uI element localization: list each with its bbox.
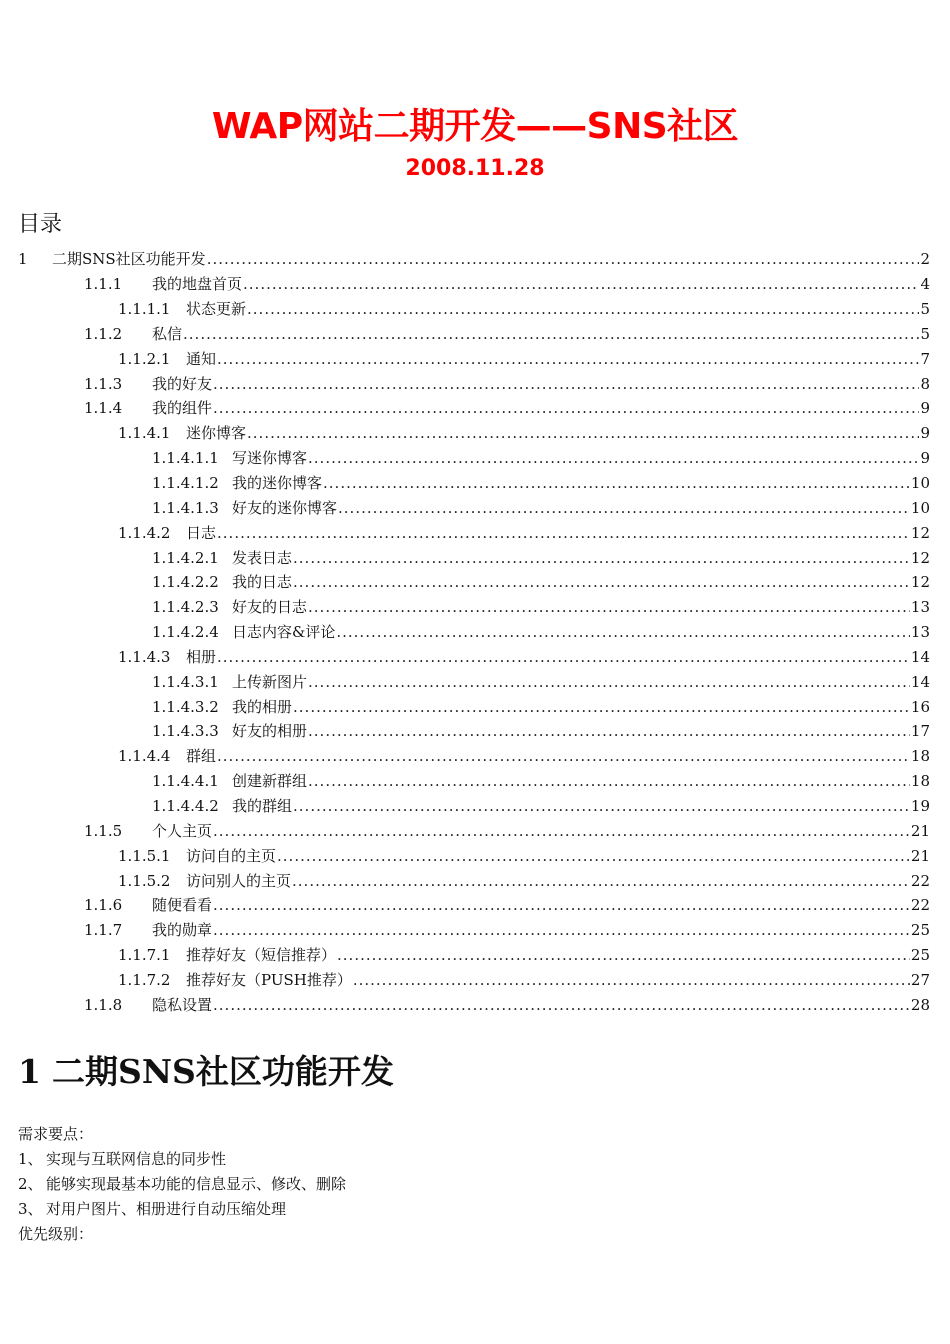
- toc-entry-number: 1.1.4.4: [118, 747, 171, 766]
- toc-entry[interactable]: [18, 371, 930, 396]
- toc-entry-number: 1.1.3: [84, 374, 123, 393]
- toc-entry-number: 1.1.4.4.2: [152, 796, 219, 815]
- toc-heading: 目录: [18, 212, 63, 237]
- toc-entry-page: 10: [910, 498, 930, 517]
- toc-entry-number: 1.1.7.2: [118, 970, 171, 989]
- toc-entry-page: 12: [910, 548, 930, 567]
- toc-leader-dots: [293, 797, 910, 815]
- toc-entry[interactable]: [18, 396, 930, 421]
- toc-entry[interactable]: [18, 620, 930, 645]
- toc-entry-page: 28: [910, 995, 930, 1014]
- toc-entry-label: 访问自的主页: [186, 846, 277, 865]
- toc-entry-page: 22: [910, 871, 930, 890]
- section-heading: [18, 1046, 394, 1093]
- requirements-heading: 需求要点：: [18, 1125, 94, 1143]
- toc-entry[interactable]: [18, 719, 930, 744]
- toc-leader-dots: [213, 896, 910, 914]
- toc-entry[interactable]: [18, 297, 930, 322]
- toc-entry-label: 二期SNS社区功能开发: [52, 250, 206, 269]
- toc-entry[interactable]: [18, 595, 930, 620]
- toc-entry[interactable]: [18, 545, 930, 570]
- toc-entry-number: 1.1.7.1: [118, 946, 171, 965]
- toc-leader-dots: [292, 872, 910, 890]
- toc-entry-page: 14: [910, 672, 930, 691]
- toc-leader-dots: [308, 673, 910, 691]
- requirement-number: 3、: [18, 1200, 43, 1218]
- toc-entry-page: 5: [920, 300, 930, 319]
- toc-entry-page: 9: [920, 449, 930, 468]
- toc-leader-dots: [213, 996, 910, 1014]
- toc-entry-number: 1.1.4.3: [118, 647, 171, 666]
- toc-entry[interactable]: [18, 843, 930, 868]
- toc-entry-label: 我的相册: [232, 697, 293, 716]
- toc-entry-number: 1.1.4.1.1: [152, 449, 219, 468]
- toc-entry[interactable]: [18, 992, 930, 1017]
- requirement-number: 1、: [18, 1150, 43, 1168]
- requirement-item: [18, 1172, 918, 1197]
- toc-entry-label: 推荐好友（短信推荐）: [186, 946, 337, 965]
- toc-entry-number: 1.1.4.2: [118, 523, 171, 542]
- toc-leader-dots: [308, 772, 910, 790]
- toc-entry-number: 1: [18, 250, 28, 269]
- toc-leader-dots: [247, 300, 919, 318]
- toc-entry[interactable]: [18, 322, 930, 347]
- toc-entry[interactable]: [18, 520, 930, 545]
- toc-entry[interactable]: [18, 570, 930, 595]
- toc-entry-number: 1.1.4.4.1: [152, 772, 219, 791]
- toc-entry-page: 27: [910, 970, 930, 989]
- toc-entry[interactable]: [18, 346, 930, 371]
- toc-entry[interactable]: [18, 794, 930, 819]
- toc-entry-page: 10: [910, 474, 930, 493]
- toc-entry-label: 我的好友: [152, 374, 213, 393]
- toc-entry-page: 25: [910, 921, 930, 940]
- requirement-text: 对用户图片、相册进行自动压缩处理: [46, 1200, 287, 1218]
- toc-leader-dots: [213, 375, 919, 393]
- toc-entry-number: 1.1.4.2.2: [152, 573, 219, 592]
- toc-leader-dots: [336, 623, 910, 641]
- toc-entry[interactable]: [18, 247, 930, 272]
- toc-entry-label: 写迷你博客: [232, 449, 308, 468]
- toc-entry-page: 12: [910, 573, 930, 592]
- toc-entry-number: 1.1.5: [84, 821, 123, 840]
- toc-entry-number: 1.1.5.2: [118, 871, 171, 890]
- toc-entry[interactable]: [18, 943, 930, 968]
- toc-entry[interactable]: [18, 744, 930, 769]
- toc-entry-number: 1.1.5.1: [118, 846, 171, 865]
- toc-entry-number: 1.1.7: [84, 921, 123, 940]
- toc-leader-dots: [217, 524, 910, 542]
- toc-leader-dots: [183, 325, 919, 343]
- requirement-number: 2、: [18, 1175, 43, 1193]
- toc-entry-label: 好友的相册: [232, 722, 308, 741]
- toc-entry[interactable]: [18, 694, 930, 719]
- toc-entry-number: 1.1.4.1.3: [152, 498, 219, 517]
- toc-entry-number: 1.1.4.2.4: [152, 623, 219, 642]
- toc-entry-number: 1.1.4.2.3: [152, 598, 219, 617]
- requirement-text: 实现与互联网信息的同步性: [46, 1150, 227, 1168]
- toc-entry-number: 1.1.4.3.2: [152, 697, 219, 716]
- toc-entry[interactable]: [18, 421, 930, 446]
- toc-entry-label: 推荐好友（PUSH推荐）: [186, 970, 352, 989]
- toc-entry-page: 9: [920, 399, 930, 418]
- toc-entry[interactable]: [18, 645, 930, 670]
- toc-leader-dots: [217, 648, 910, 666]
- toc-entry-page: 2: [920, 250, 930, 269]
- document-title: WAP网站二期开发——SNS社区: [211, 106, 739, 147]
- toc-entry-label: 访问别人的主页: [186, 871, 292, 890]
- toc-entry-label: 我的勋章: [152, 921, 213, 940]
- toc-entry-number: 1.1.4.1.2: [152, 474, 219, 493]
- toc-entry-label: 好友的迷你博客: [232, 498, 338, 517]
- toc-entry-page: 25: [910, 946, 930, 965]
- table-of-contents: [18, 247, 930, 1017]
- toc-entry-label: 隐私设置: [152, 995, 213, 1014]
- toc-entry-page: 16: [910, 697, 930, 716]
- toc-leader-dots: [217, 747, 910, 765]
- toc-entry-page: 21: [910, 821, 930, 840]
- toc-entry-page: 5: [920, 324, 930, 343]
- toc-leader-dots: [308, 449, 919, 467]
- toc-entry-number: 1.1.4.3.3: [152, 722, 219, 741]
- toc-entry-label: 日志: [186, 523, 217, 542]
- toc-leader-dots: [247, 424, 919, 442]
- document-date: 2008.11.28: [405, 156, 545, 181]
- toc-entry[interactable]: [18, 272, 930, 297]
- toc-entry-label: 发表日志: [232, 548, 293, 567]
- toc-entry-number: 1.1.4.3.1: [152, 672, 219, 691]
- toc-entry-label: 私信: [152, 324, 183, 343]
- toc-entry-label: 创建新群组: [232, 772, 308, 791]
- toc-entry-label: 相册: [186, 647, 217, 666]
- toc-entry[interactable]: [18, 893, 930, 918]
- toc-entry-number: 1.1.2.1: [118, 349, 171, 368]
- toc-entry-page: 22: [910, 896, 930, 915]
- toc-entry-page: 21: [910, 846, 930, 865]
- toc-entry[interactable]: [18, 471, 930, 496]
- toc-leader-dots: [277, 847, 910, 865]
- toc-entry-page: 18: [910, 772, 930, 791]
- toc-leader-dots: [213, 921, 910, 939]
- toc-leader-dots: [293, 549, 910, 567]
- toc-entry-label: 个人主页: [152, 821, 213, 840]
- toc-leader-dots: [243, 275, 919, 293]
- toc-entry-page: 12: [910, 523, 930, 542]
- toc-leader-dots: [293, 698, 910, 716]
- toc-entry-number: 1.1.4.1: [118, 424, 171, 443]
- section-number: 1: [18, 1052, 41, 1091]
- toc-entry-label: 好友的日志: [232, 598, 308, 617]
- toc-entry-number: 1.1.1: [84, 275, 123, 294]
- toc-leader-dots: [207, 250, 920, 268]
- toc-leader-dots: [353, 971, 910, 989]
- toc-entry-number: 1.1.4: [84, 399, 123, 418]
- toc-entry[interactable]: [18, 669, 930, 694]
- toc-leader-dots: [308, 598, 910, 616]
- toc-entry[interactable]: [18, 818, 930, 843]
- toc-entry[interactable]: [18, 918, 930, 943]
- toc-leader-dots: [323, 474, 910, 492]
- toc-entry-number: 1.1.6: [84, 896, 123, 915]
- toc-entry-label: 我的地盘首页: [152, 275, 243, 294]
- toc-entry-label: 随便看看: [152, 896, 213, 915]
- toc-entry-label: 日志内容&评论: [232, 623, 336, 642]
- toc-entry-label: 上传新图片: [232, 672, 308, 691]
- toc-entry-number: 1.1.8: [84, 995, 123, 1014]
- toc-leader-dots: [213, 399, 919, 417]
- toc-leader-dots: [338, 499, 910, 517]
- toc-entry-number: 1.1.1.1: [118, 300, 171, 319]
- toc-entry-page: 7: [920, 349, 930, 368]
- toc-leader-dots: [308, 722, 910, 740]
- toc-entry[interactable]: [18, 446, 930, 471]
- toc-entry-label: 我的组件: [152, 399, 213, 418]
- toc-entry-number: 1.1.4.2.1: [152, 548, 219, 567]
- toc-leader-dots: [213, 822, 910, 840]
- toc-entry-label: 我的日志: [232, 573, 293, 592]
- toc-entry-page: 8: [920, 374, 930, 393]
- toc-entry-page: 13: [910, 623, 930, 642]
- toc-entry-label: 状态更新: [186, 300, 247, 319]
- requirement-item: [18, 1197, 918, 1222]
- priority-heading: 优先级别：: [18, 1225, 94, 1243]
- toc-leader-dots: [217, 350, 919, 368]
- toc-entry-label: 群组: [186, 747, 217, 766]
- toc-entry-page: 17: [910, 722, 930, 741]
- section-title: 二期SNS社区功能开发: [52, 1052, 394, 1091]
- toc-entry[interactable]: [18, 495, 930, 520]
- toc-entry-number: 1.1.2: [84, 324, 123, 343]
- toc-leader-dots: [337, 946, 910, 964]
- toc-entry-label: 通知: [186, 349, 217, 368]
- toc-entry-page: 19: [910, 796, 930, 815]
- toc-entry-page: 4: [920, 275, 930, 294]
- toc-entry-page: 14: [910, 647, 930, 666]
- requirement-item: [18, 1147, 918, 1172]
- toc-entry-page: 18: [910, 747, 930, 766]
- toc-entry-page: 13: [910, 598, 930, 617]
- toc-entry[interactable]: [18, 769, 930, 794]
- toc-entry-label: 迷你博客: [186, 424, 247, 443]
- toc-leader-dots: [293, 573, 910, 591]
- toc-entry[interactable]: [18, 967, 930, 992]
- section-body: [18, 1122, 918, 1247]
- toc-entry-label: 我的群组: [232, 796, 293, 815]
- requirement-text: 能够实现最基本功能的信息显示、修改、删除: [46, 1175, 347, 1193]
- toc-entry-label: 我的迷你博客: [232, 474, 323, 493]
- toc-entry-page: 9: [920, 424, 930, 443]
- toc-entry[interactable]: [18, 868, 930, 893]
